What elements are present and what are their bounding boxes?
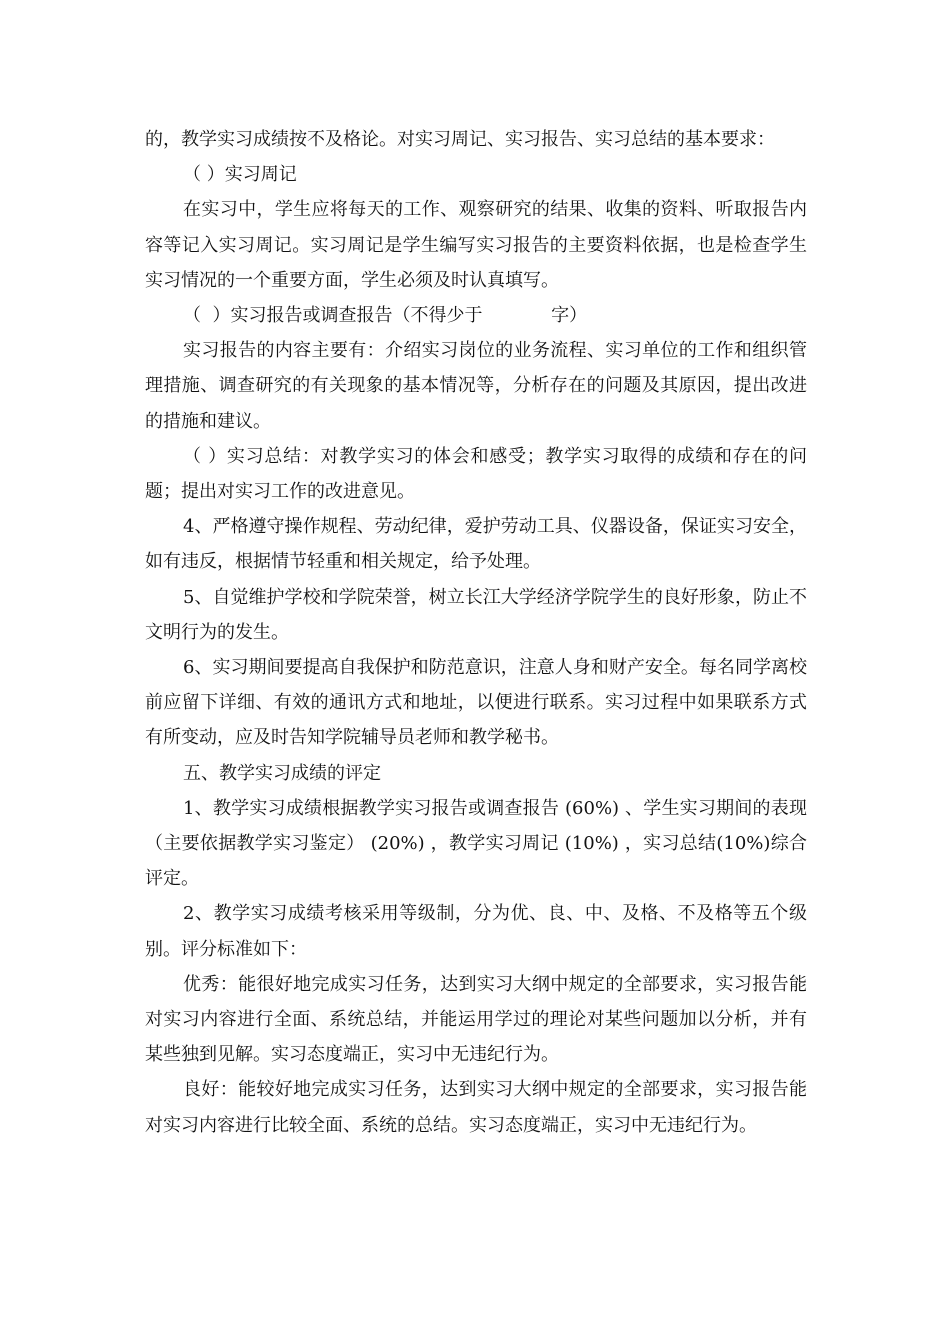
paragraph-grade-excellent: 优秀：能很好地完成实习任务，达到实习大纲中规定的全部要求，实习报告能对实习内容进行全面、系统总结，并能运用学过的理论对某些问题加以分析，并有某些独到见解。实习态度端正，实习中无违纪行为。 xyxy=(145,973,807,1066)
paragraph-rule-5: 5、自觉维护学校和学院荣誉，树立长江大学经济学院学生的良好形象，防止不文明行为的发生。 xyxy=(145,586,807,643)
paragraph-grade-rule: 的，教学实习成绩按不及格论。对实习周记、实习报告、实习总结的基本要求： xyxy=(145,129,775,150)
paragraph-internship-report: 实习报告的内容主要有：介绍实习岗位的业务流程、实习单位的工作和组织管理措施、调查研究的有关现象的基本情况等，分析存在的问题及其原因，提出改进的措施和建议。 xyxy=(145,340,807,432)
paragraph-weekly-journal: 在实习中，学生应将每天的工作、观察研究的结果、收集的资料、听取报告内容等记入实习周记。实习周记是学生编写实习报告的主要资料依据，也是检查学生实习情况的一个重要方面，学生必须及时认真填写。 xyxy=(145,199,807,291)
paragraph-internship-summary: （ ）实习总结：对教学实习的体会和感受；教学实习取得的成绩和存在的问题；提出对实习工作的改进意见。 xyxy=(145,445,807,503)
paragraph-evaluation-1: 1、教学实习成绩根据教学实习报告或调查报告 (60%) 、学生实习期间的表现（主要依据教学实习鉴定） (20%) ，教学实习周记 (10%) ，实习总结(10%)综合评定。 xyxy=(145,797,807,890)
heading-weekly-journal: （ ）实习周记 xyxy=(183,164,297,186)
paragraph-grade-good: 良好：能较好地完成实习任务，达到实习大纲中规定的全部要求，实习报告能对实习内容进行比较全面、系统的总结。实习态度端正，实习中无违纪行为。 xyxy=(145,1079,807,1136)
paragraph-rule-6: 6、实习期间要提高自我保护和防范意识，注意人身和财产安全。每名同学离校前应留下详细、有效的通讯方式和地址，以便进行联系。实习过程中如果联系方式有所变动，应及时告知学院辅导员老师和教学秘书。 xyxy=(145,657,807,749)
section-heading-evaluation: 五、教学实习成绩的评定 xyxy=(183,762,381,784)
document-body xyxy=(145,122,807,1143)
paragraph-evaluation-2: 2、教学实习成绩考核采用等级制，分为优、良、中、及格、不及格等五个级别。评分标准如下： xyxy=(145,903,807,960)
heading-internship-report: （ ）实习报告或调查报告（不得少于 字） xyxy=(183,305,588,327)
paragraph-rule-4: 4、严格遵守操作规程、劳动纪律，爱护劳动工具、仪器设备，保证实习安全，如有违反，根据情节轻重和相关规定，给予处理。 xyxy=(145,516,807,573)
